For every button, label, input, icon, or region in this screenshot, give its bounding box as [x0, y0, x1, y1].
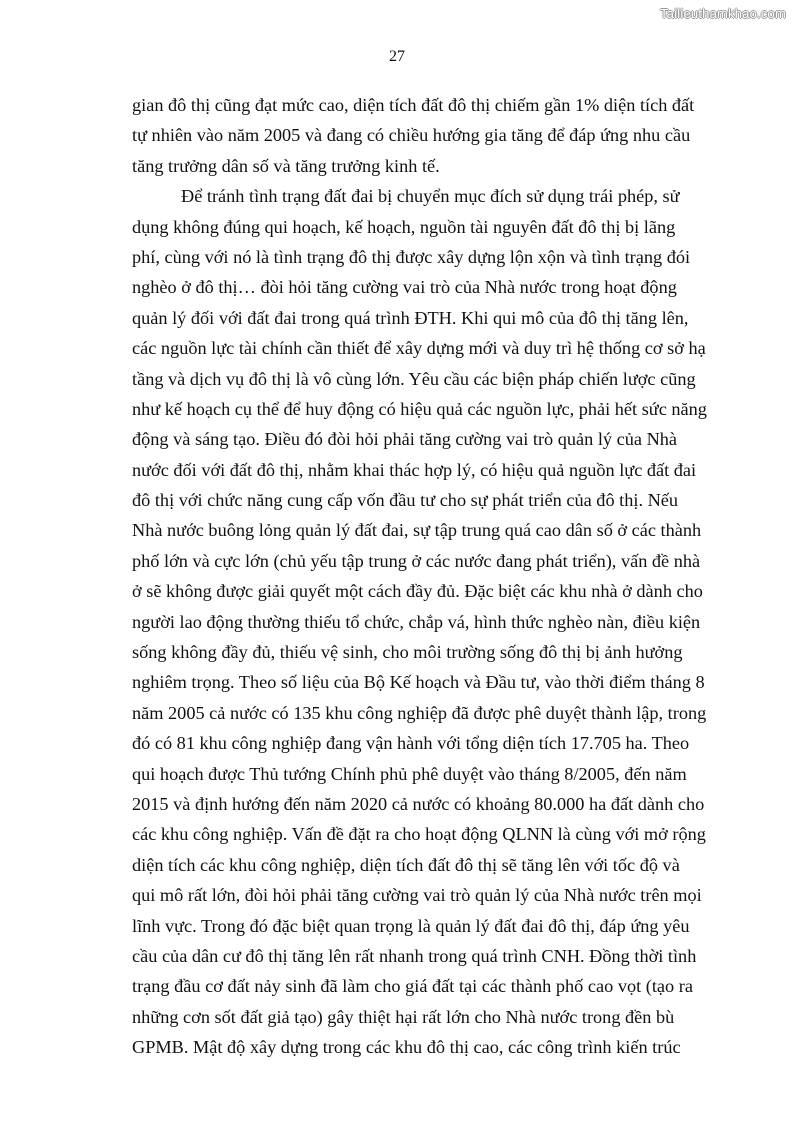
text-line: như kế hoạch cụ thể để huy động có hiệu quả các nguồn lực, phải hết sức năng [132, 398, 707, 419]
body-text [132, 90, 707, 1063]
text-line: phí, cùng với nó là tình trạng đô thị được xây dựng lộn xộn và tình trạng đói [132, 246, 691, 267]
text-line: đô thị với chức năng cung cấp vốn đầu tư cho sự phát triển của đô thị. Nếu [132, 490, 679, 511]
text-line: sống không đầy đủ, thiếu vệ sinh, cho môi trường sống đô thị bị ảnh hưởng [132, 642, 683, 663]
watermark-text: Tailieuthamkhao.com [660, 6, 786, 21]
text-line: tự nhiên vào năm 2005 và đang có chiều hướng gia tăng để đáp ứng nhu cầu [132, 125, 691, 146]
text-line: diện tích các khu công nghiệp, diện tích đất đô thị sẽ tăng lên với tốc độ và [132, 854, 680, 875]
text-line: các nguồn lực tài chính cần thiết để xây dựng mới và duy trì hệ thống cơ sở hạ [132, 338, 706, 359]
text-line: ở sẽ không được giải quyết một cách đầy đủ. Đặc biệt các khu nhà ở dành cho [132, 581, 703, 602]
text-line: nước đối với đất đô thị, nhằm khai thác hợp lý, có hiệu quả nguồn lực đất đai [132, 459, 697, 480]
text-line: qui hoạch được Thủ tướng Chính phủ phê duyệt vào tháng 8/2005, đến năm [132, 763, 687, 784]
text-line: đó có 81 khu công nghiệp đang vận hành với tổng diện tích 17.705 ha. Theo [132, 733, 690, 754]
text-line: động và sáng tạo. Điều đó đòi hỏi phải tăng cường vai trò quản lý của Nhà [132, 429, 678, 450]
text-line: Để tránh tình trạng đất đai bị chuyển mục đích sử dụng trái phép, sử [181, 186, 680, 207]
text-line: gian đô thị cũng đạt mức cao, diện tích đất đô thị chiếm gần 1% diện tích đất [132, 95, 695, 115]
text-line: nghiêm trọng. Theo số liệu của Bộ Kế hoạch và Đầu tư, vào thời điểm tháng 8 [132, 672, 705, 693]
text-line: dụng không đúng qui hoạch, kế hoạch, nguồn tài nguyên đất đô thị bị lãng [132, 216, 676, 237]
text-line: những cơn sốt đất giả tạo) gây thiệt hại rất lớn cho Nhà nước trong đền bù [132, 1006, 675, 1027]
text-line: tăng trưởng dân số và tăng trưởng kinh tế. [132, 155, 440, 176]
text-line: năm 2005 cả nước có 135 khu công nghiệp đã được phê duyệt thành lập, trong [132, 702, 707, 723]
text-line: người lao động thường thiếu tổ chức, chắp vá, hình thức nghèo nàn, điều kiện [132, 611, 701, 632]
text-line: nghèo ở đô thị… đòi hỏi tăng cường vai trò của Nhà nước trong hoạt động [132, 277, 677, 298]
text-line: phố lớn và cực lớn (chủ yếu tập trung ở các nước đang phát triển), vấn đề nhà [132, 550, 701, 571]
text-line: các khu công nghiệp. Vấn đề đặt ra cho hoạt động QLNN là cùng với mở rộng [132, 824, 706, 845]
text-line: quản lý đối với đất đai trong quá trình ĐTH. Khi qui mô của đô thị tăng lên, [132, 307, 689, 328]
text-line: lĩnh vực. Trong đó đặc biệt quan trọng là quản lý đất đai đô thị, đáp ứng yêu [132, 915, 690, 936]
text-line: trạng đầu cơ đất nảy sinh đã làm cho giá đất tại các thành phố cao vọt (tạo ra [132, 976, 693, 997]
text-line: 2015 và định hướng đến năm 2020 cả nước có khoảng 80.000 ha đất dành cho [132, 793, 705, 814]
text-line: cầu của dân cư đô thị tăng lên rất nhanh trong quá trình CNH. Đồng thời tình [132, 945, 697, 966]
text-line: tầng và dịch vụ đô thị là vô cùng lớn. Yêu cầu các biện pháp chiến lược cũng [132, 368, 696, 389]
text-line: GPMB. Mật độ xây dựng trong các khu đô thị cao, các công trình kiến trúc [132, 1037, 681, 1058]
text-line: Nhà nước buông lỏng quản lý đất đai, sự tập trung quá cao dân số ở các thành [132, 520, 702, 541]
page-number: 27 [389, 48, 405, 65]
text-line: qui mô rất lớn, đòi hỏi phải tăng cường vai trò quản lý của Nhà nước trên mọi [132, 885, 702, 906]
